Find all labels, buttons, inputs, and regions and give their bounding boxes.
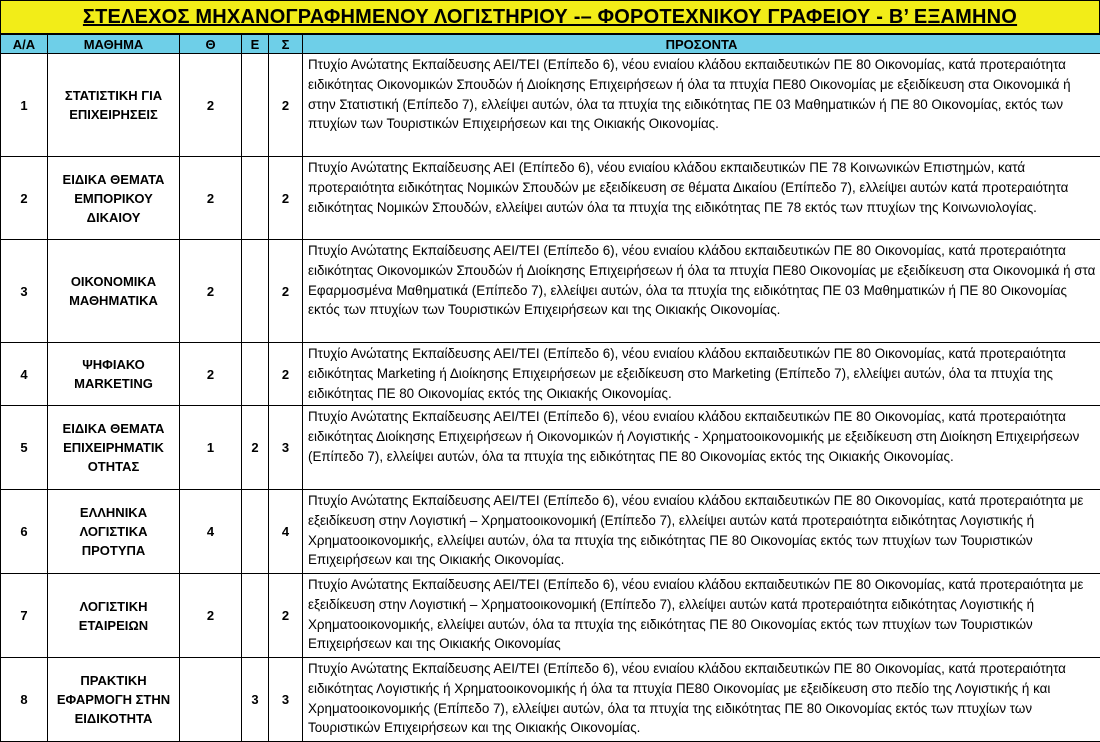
header-row xyxy=(1,35,1100,54)
row-lab-hours xyxy=(242,343,269,406)
row-subject: ΨΗΦΙΑΚΟ MARKETING xyxy=(48,343,180,406)
page-title xyxy=(0,0,1100,34)
row-total-hours: 2 xyxy=(269,54,303,157)
row-qualifications: Πτυχίο Ανώτατης Εκπαίδευσης ΑΕΙ/ΤΕΙ (Επίπεδο 6), νέου ενιαίου κλάδου εκπαιδευτικών ΠΕ 80 Οικονομίας, κατά προτεραιότητα με εξειδίκευση στην Λογιστική – Χρηματοοικονομική (Επίπεδο 7), ελλείψει αυτών κατά προτεραιότητα ειδικότητας Λογιστικής ή Χρηματοοικονομικής, ελλείψει αυτών, όλα τα πτυχία της ειδικότητας ΠΕ 80 Οικονομίας εκτός των πτυχίων των Τουριστικών Επιχειρήσεων και της Οικιακής Οικονομίας xyxy=(303,574,1100,658)
table-row xyxy=(1,658,1100,742)
row-subject: ΣΤΑΤΙΣΤΙΚΗ ΓΙΑ ΕΠΙΧΕΙΡΗΣΕΙΣ xyxy=(48,54,180,157)
row-qualifications: Πτυχίο Ανώτατης Εκπαίδευσης ΑΕΙ/ΤΕΙ (Επίπεδο 6), νέου ενιαίου κλάδου εκπαιδευτικών ΠΕ 80 Οικονομίας, κατά προτεραιότητα ειδικότητας Οικονομικών Σπουδών ή Διοίκησης Επιχειρήσεων ή όλα τα πτυχία ΠΕ80 Οικονομίας με εξειδίκευση στα Οικονομικά ή στα Εφαρμοσμένα Μαθηματικά (Επίπεδο 7), ελλείψει αυτών, όλα τα πτυχία της ειδικότητας ΠΕ 03 Μαθηματικών ή ΠΕ 80 Οικονομίας εκτός των πτυχίων των Τουριστικών Επιχειρήσεων και της Οικιακής Οικονομίας. xyxy=(303,240,1100,343)
row-total-hours: 2 xyxy=(269,240,303,343)
header-theory: Θ xyxy=(180,35,242,54)
row-theory-hours: 2 xyxy=(180,240,242,343)
row-lab-hours xyxy=(242,490,269,574)
row-theory-hours: 1 xyxy=(180,406,242,490)
row-qualifications: Πτυχίο Ανώτατης Εκπαίδευσης ΑΕΙ/ΤΕΙ (Επίπεδο 6), νέου ενιαίου κλάδου εκπαιδευτικών ΠΕ 80 Οικονομίας, κατά προτεραιότητα ειδικότητας Οικονομικών Σπουδών ή Διοίκησης Επιχειρήσεων ή όλα τα πτυχία ΠΕ80 Οικονομίας με εξειδίκευση στα Οικονομικά ή στην Στατιστική (Επίπεδο 7), ελλείψει αυτών, όλα τα πτυχία της ειδικότητας ΠΕ 03 Μαθηματικών ή ΠΕ 80 Οικονομίας, εκτός των πτυχίων των Τουριστικών Επιχειρήσεων και της Οικιακής Οικονομίας. xyxy=(303,54,1100,157)
row-lab-hours: 2 xyxy=(242,406,269,490)
row-qualifications: Πτυχίο Ανώτατης Εκπαίδευσης ΑΕΙ/ΤΕΙ (Επίπεδο 6), νέου ενιαίου κλάδου εκπαιδευτικών ΠΕ 80 Οικονομίας, κατά προτεραιότητα με εξειδίκευση στην Λογιστική – Χρηματοοικονομική (Επίπεδο 7), ελλείψει αυτών κατά προτεραιότητα ειδικότητας Λογιστικής ή Χρηματοοικονομικής, ελλείψει αυτών, όλα τα πτυχία της ειδικότητας ΠΕ 80 Οικονομίας εκτός των πτυχίων των Τουριστικών Επιχειρήσεων και της Οικιακής Οικονομίας. xyxy=(303,490,1100,574)
table-row xyxy=(1,406,1100,490)
row-total-hours: 2 xyxy=(269,157,303,240)
row-theory-hours: 2 xyxy=(180,343,242,406)
header-subject: ΜΑΘΗΜΑ xyxy=(48,35,180,54)
header-lab: Ε xyxy=(242,35,269,54)
row-subject: ΛΟΓΙΣΤΙΚΗ ΕΤΑΙΡΕΙΩΝ xyxy=(48,574,180,658)
header-qualifications: ΠΡΟΣΟΝΤΑ xyxy=(303,35,1100,54)
row-total-hours: 3 xyxy=(269,406,303,490)
header-total: Σ xyxy=(269,35,303,54)
table-row xyxy=(1,240,1100,343)
row-qualifications: Πτυχίο Ανώτατης Εκπαίδευσης ΑΕΙ/ΤΕΙ (Επίπεδο 6), νέου ενιαίου κλάδου εκπαιδευτικών ΠΕ 80 Οικονομίας, κατά προτεραιότητα ειδικότητας Διοίκησης Επιχειρήσεων ή Οικονομικών ή Λογιστικής - Χρηματοοικονομικής με εξειδίκευση στη Διοίκηση Επιχειρήσεων (Επίπεδο 7), ελλείψει αυτών, όλα τα πτυχία της ειδικότητας ΠΕ 80 Οικονομίας εκτός της Οικιακής Οικονομίας. xyxy=(303,406,1100,490)
header-aa: Α/Α xyxy=(1,35,48,54)
row-total-hours: 3 xyxy=(269,658,303,742)
row-subject: ΟΙΚΟΝΟΜΙΚΑ ΜΑΘΗΜΑΤΙΚΑ xyxy=(48,240,180,343)
row-theory-hours: 2 xyxy=(180,574,242,658)
row-lab-hours xyxy=(242,157,269,240)
table-row xyxy=(1,157,1100,240)
row-qualifications: Πτυχίο Ανώτατης Εκπαίδευσης ΑΕΙ/ΤΕΙ (Επίπεδο 6), νέου ενιαίου κλάδου εκπαιδευτικών ΠΕ 80 Οικονομίας, κατά προτεραιότητα ειδικότητας Λογιστικής ή Χρηματοοικονομικής ή όλα τα πτυχία ΠΕ80 Οικονομίας με εξειδίκευση στο πεδίο της Λογιστικής ή και Χρηματοοικονομικής (Επίπεδο 7), ελλείψει αυτών, όλα τα πτυχία της ειδικότητας ΠΕ 80 Οικονομίας εκτός των πτυχίων των Τουριστικών Επιχειρήσεων και της Οικιακής Οικονομίας. xyxy=(303,658,1100,742)
table-row xyxy=(1,574,1100,658)
table-row xyxy=(1,343,1100,406)
row-number: 6 xyxy=(1,490,48,574)
row-number: 5 xyxy=(1,406,48,490)
row-number: 4 xyxy=(1,343,48,406)
row-subject: ΕΛΛΗΝΙΚΑ ΛΟΓΙΣΤΙΚΑ ΠΡΟΤΥΠΑ xyxy=(48,490,180,574)
row-theory-hours: 2 xyxy=(180,157,242,240)
row-total-hours: 2 xyxy=(269,343,303,406)
table-row xyxy=(1,490,1100,574)
row-subject: ΕΙΔΙΚΑ ΘΕΜΑΤΑ ΕΜΠΟΡΙΚΟΥ ΔΙΚΑΙΟΥ xyxy=(48,157,180,240)
row-lab-hours xyxy=(242,240,269,343)
row-qualifications: Πτυχίο Ανώτατης Εκπαίδευσης ΑΕΙ (Επίπεδο 6), νέου ενιαίου κλάδου εκπαιδευτικών ΠΕ 78 Κοινωνικών Επιστημών, κατά προτεραιότητα ειδικότητας Νομικών Σπουδών με εξειδίκευση σε θέματα Δικαίου (Επίπεδο 7), ελλείψει αυτών κατά προτεραιότητα ειδικότητας Νομικών Σπουδών, ελλείψει αυτών όλα τα πτυχία της ειδικότητας ΠΕ 78 εκτός των πτυχίων της Κοινωνιολογίας. xyxy=(303,157,1100,240)
row-subject: ΕΙΔΙΚΑ ΘΕΜΑΤΑ ΕΠΙΧΕΙΡΗΜΑΤΙΚ ΟΤΗΤΑΣ xyxy=(48,406,180,490)
row-lab-hours: 3 xyxy=(242,658,269,742)
row-number: 2 xyxy=(1,157,48,240)
row-lab-hours xyxy=(242,54,269,157)
row-number: 8 xyxy=(1,658,48,742)
row-lab-hours xyxy=(242,574,269,658)
row-subject: ΠΡΑΚΤΙΚΗ ΕΦΑΡΜΟΓΗ ΣΤΗΝ ΕΙΔΙΚΟΤΗΤΑ xyxy=(48,658,180,742)
row-qualifications: Πτυχίο Ανώτατης Εκπαίδευσης ΑΕΙ/ΤΕΙ (Επίπεδο 6), νέου ενιαίου κλάδου εκπαιδευτικών ΠΕ 80 Οικονομίας, κατά προτεραιότητα ειδικότητας Marketing ή Διοίκησης Επιχειρήσεων με εξειδίκευση στο Marketing (Επίπεδο 7), ελλείψει αυτών, όλα τα πτυχία της ειδικότητας ΠΕ 80 Οικονομίας εκτός της Οικιακής Οικονομίας. xyxy=(303,343,1100,406)
row-total-hours: 4 xyxy=(269,490,303,574)
row-theory-hours xyxy=(180,658,242,742)
row-number: 3 xyxy=(1,240,48,343)
row-total-hours: 2 xyxy=(269,574,303,658)
row-number: 1 xyxy=(1,54,48,157)
title-text: ΣΤΕΛΕΧΟΣ ΜΗΧΑΝΟΓΡΑΦΗΜΕΝΟΥ ΛΟΓΙΣΤΗΡΙΟΥ -– ΦΟΡΟΤΕΧΝΙΚΟΥ ΓΡΑΦΕΙΟΥ - Β’ ΕΞΑΜΗΝΟ xyxy=(83,6,1017,29)
table-row xyxy=(1,54,1100,157)
curriculum-table xyxy=(0,34,1100,742)
row-theory-hours: 4 xyxy=(180,490,242,574)
row-number: 7 xyxy=(1,574,48,658)
row-theory-hours: 2 xyxy=(180,54,242,157)
